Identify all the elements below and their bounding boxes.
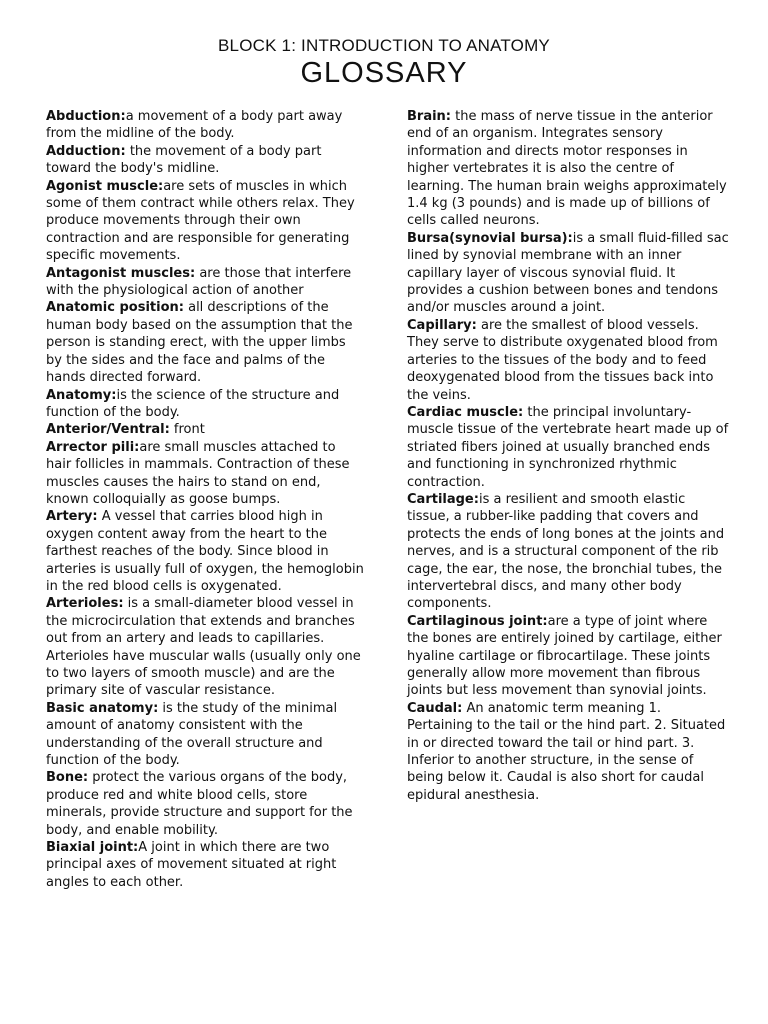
glossary-definition: is the science of the structure and function of the body. (46, 387, 340, 420)
glossary-definition: the mass of nerve tissue in the anterior end of an organism. Integrates sensory information and directs motor responses in higher vertebrates it is also the centre of learning. The human brain weighs approximately 1.4 kg (3 pounds) and is made up of billions of cells called neurons. (407, 109, 727, 229)
glossary-term: Bursa(synovial bursa): (407, 230, 573, 246)
glossary-term: Agonist muscle: (46, 178, 164, 194)
glossary-definition: are those that interfere with the physiological action of another (46, 265, 352, 299)
glossary-entry-caudal (407, 700, 729, 804)
glossary-entry-cardiac-muscle (407, 404, 729, 491)
glossary-entry-arterioles (46, 595, 364, 699)
glossary-term: Abduction: (46, 109, 126, 124)
glossary-column-right (407, 108, 729, 804)
glossary-entry-artery (46, 508, 364, 595)
glossary-term: Cardiac muscle: (407, 404, 524, 420)
glossary-entry-anatomy (46, 387, 364, 422)
glossary-term: Bone: (46, 770, 89, 786)
glossary-column-left (46, 108, 364, 891)
glossary-entry-brain (407, 108, 729, 230)
document-title: GLOSSARY (300, 57, 468, 89)
glossary-definition: the movement of a body part toward the body's midline. (46, 143, 322, 177)
glossary-definition: is a resilient and smooth elastic tissue, a rubber-like padding that covers and protects the ends of long bones at the joints and nerves, and is a structural component of the rib cage, the ear, the nose, the bronchial tubes, the intervertebral discs, and many other body components. (407, 491, 725, 612)
glossary-definition: a movement of a body part away from the midline of the body. (46, 109, 343, 142)
glossary-definition: protect the various organs of the body, produce red and white blood cells, store minerals, provide structure and support for the body, and enable mobility. (46, 770, 353, 838)
glossary-term: Caudal: (407, 700, 463, 716)
glossary-entry-cartilage (407, 491, 729, 613)
glossary-entry-basic-anatomy (46, 700, 364, 770)
glossary-term: Anatomic position: (46, 300, 184, 316)
glossary-entry-agonist-muscle (46, 178, 364, 265)
glossary-definition: front (169, 422, 205, 438)
glossary-term: Basic anatomy: (46, 700, 159, 716)
glossary-term: Artery: (46, 509, 98, 525)
glossary-definition: A joint in which there are two principal axes of movement situated at right angles to each other. (46, 840, 337, 890)
glossary-term: Cartilage: (407, 491, 479, 507)
glossary-entry-capillary (407, 317, 729, 404)
glossary-definition: are small muscles attached to hair follicles in mammals. Contraction of these muscles causes the hairs to stand on end, known colloquially as goose bumps. (46, 439, 350, 507)
glossary-definition: is a small-diameter blood vessel in the microcirculation that extends and branches out from an artery and leads to capillaries. Arterioles have muscular walls (usually only one to two layers of smooth muscle) and are the primary site of vascular resistance. (46, 596, 361, 699)
glossary-definition: is a small fluid-filled sac lined by synovial membrane with an inner capillary layer of viscous synovial fluid. It provides a cushion between bones and tendons and/or muscles around a joint. (407, 230, 729, 316)
glossary-entry-anterior-ventral (46, 421, 364, 438)
glossary-entry-adduction (46, 143, 364, 178)
block-title: BLOCK 1: INTRODUCTION TO ANATOMY (218, 36, 550, 55)
page-header (0, 36, 768, 89)
glossary-definition: are a type of joint where the bones are entirely joined by cartilage, either hyaline cartilage or fibrocartilage. These joints generally allow more movement than fibrous joints but less movement than synovial joints. (407, 613, 722, 699)
glossary-term: Adduction: (46, 143, 126, 159)
glossary-term: Cartilaginous joint: (407, 613, 548, 629)
glossary-definition: are sets of muscles in which some of them contract while others relax. They produce movements through their own contraction and are responsible for generating specific movements. (46, 178, 355, 264)
glossary-entry-biaxial-joint (46, 839, 364, 891)
glossary-entry-antagonist-muscles (46, 265, 364, 300)
glossary-definition: A vessel that carries blood high in oxygen content away from the heart to the farthest reaches of the body. Since blood in arteries is usually full of oxygen, the hemoglobin in the red blood cells is oxygenated. (46, 509, 364, 594)
glossary-term: Anatomy: (46, 387, 117, 403)
glossary-entry-bone (46, 769, 364, 839)
glossary-entry-anatomic-position (46, 299, 364, 386)
glossary-entry-bursa (407, 230, 729, 317)
glossary-entry-arrector-pili (46, 439, 364, 509)
glossary-term: Arrector pili: (46, 439, 140, 455)
glossary-definition: the principal involuntary-muscle tissue of the vertebrate heart made up of striated fibers joined at usually branched ends and functioning in synchronized rhythmic contraction. (407, 404, 729, 490)
glossary-entry-abduction (46, 108, 364, 143)
glossary-term: Antagonist muscles: (46, 265, 196, 281)
glossary-definition: are the smallest of blood vessels. They serve to distribute oxygenated blood from arteries to the tissues of the body and to feed deoxygenated blood from the tissues back into the veins. (407, 317, 718, 403)
glossary-term: Anterior/Ventral: (46, 422, 170, 438)
glossary-entry-cartilaginous-joint (407, 613, 729, 700)
glossary-definition: is the study of the minimal amount of anatomy consistent with the understanding of the overall structure and function of the body. (46, 700, 338, 769)
glossary-term: Arterioles: (46, 596, 124, 612)
glossary-term: Brain: (407, 109, 452, 124)
glossary-definition: all descriptions of the human body based on the assumption that the person is standing erect, with the upper limbs by the sides and the face and palms of the hands directed forward. (46, 300, 353, 386)
glossary-term: Capillary: (407, 317, 477, 333)
glossary-term: Biaxial joint: (46, 840, 139, 856)
glossary-definition: An anatomic term meaning 1. Pertaining to the tail or the hind part. 2. Situated in or directed toward the tail or hind part. 3. Inferior to another structure, in the sense of being below it. Caudal is also short for caudal epidural anesthesia. (407, 700, 726, 803)
